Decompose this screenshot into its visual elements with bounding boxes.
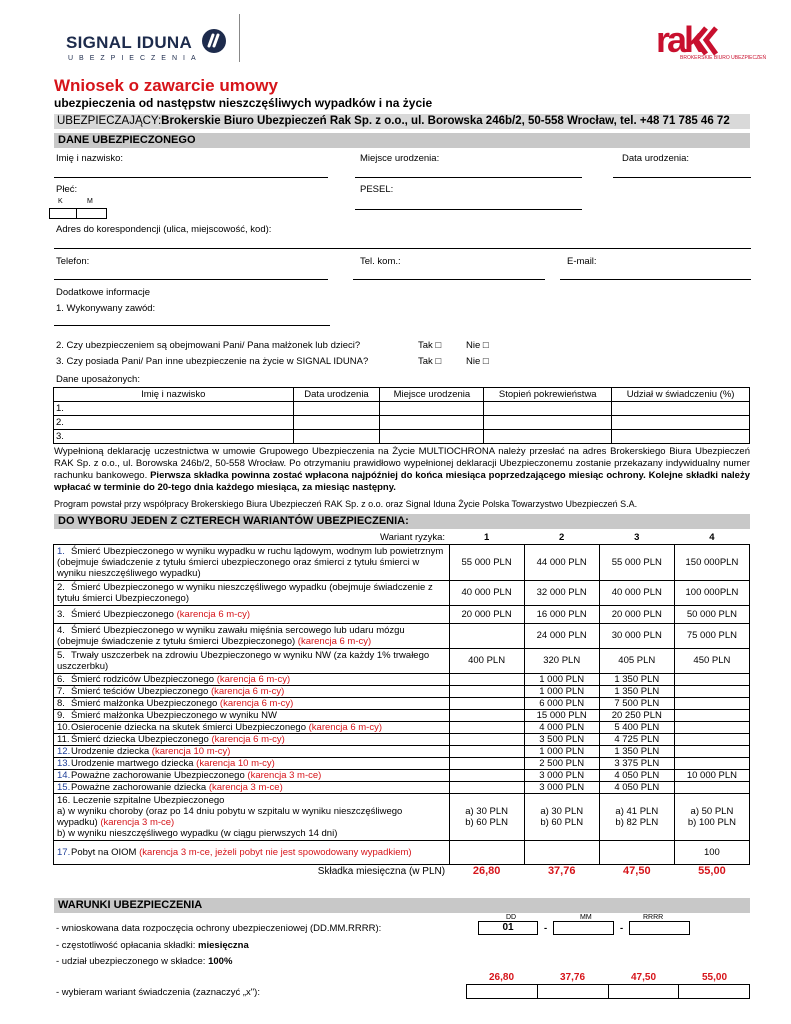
pesel-input[interactable]	[355, 209, 582, 210]
benefit-value: 100 000PLN	[674, 580, 749, 605]
benefit-row	[54, 605, 750, 623]
program-note: Program powstał przy współpracy Brokerskiego Biura Ubezpieczeń RAK Sp. z o.o. oraz Signal Iduna Życie Polska Towarzystwo Ubezpieczeń S.A.	[54, 499, 638, 509]
benefit-value: 40 000 PLN	[449, 580, 524, 605]
choose-premium-labels	[466, 972, 750, 983]
date-dash-2: -	[620, 923, 624, 934]
benefit-waiting-period: (karencja 6 m-cy)	[308, 721, 382, 733]
col-share: Udział w świadczeniu (%)	[612, 388, 750, 402]
birthdate-input[interactable]	[613, 177, 751, 178]
benefit-row	[54, 733, 750, 745]
phone-label: Telefon:	[56, 256, 90, 267]
benefit-number: 7.	[57, 685, 65, 697]
benefit-description	[54, 580, 450, 605]
col-birthplace: Miejsce urodzenia	[380, 388, 484, 402]
benefit-description	[54, 721, 450, 733]
benefit-value	[674, 745, 749, 757]
benefit-value: 150 000PLN	[674, 544, 749, 580]
benefit-text: Śmierć Ubezpieczonego	[71, 608, 174, 620]
mobile-label: Tel. kom.:	[360, 256, 401, 267]
phone-input[interactable]	[54, 279, 328, 280]
benefit-description	[54, 685, 450, 697]
benefit-number: 14.	[57, 769, 71, 781]
benefit-value	[674, 757, 749, 769]
benefit-value: 30 000 PLN	[599, 623, 674, 648]
benefit-description	[54, 544, 450, 580]
benefit-value	[449, 697, 524, 709]
benefit-value	[674, 685, 749, 697]
benefit-value: 4 000 PLN	[524, 721, 599, 733]
benefit-value: 40 000 PLN	[599, 580, 674, 605]
benefit-description	[54, 781, 450, 793]
benefit-value: 6 000 PLN	[524, 697, 599, 709]
benefit-value: 1 000 PLN	[524, 673, 599, 685]
benefit-waiting-period: (karencja 10 m-cy)	[151, 745, 231, 757]
benefit-waiting-period: (karencja 3 m-ce)	[100, 816, 175, 828]
sex-m-label: M	[87, 198, 93, 205]
benefit-value	[449, 623, 524, 648]
signal-iduna-logo-text: SIGNAL IDUNA	[66, 33, 193, 52]
email-label: E-mail:	[567, 256, 597, 267]
premium-value: 37,76	[547, 865, 576, 878]
benefits-table	[53, 532, 750, 879]
benefit-description	[54, 697, 450, 709]
row-number: 1.	[54, 402, 294, 416]
benefit-waiting-period: (karencja 6 m-cy)	[211, 733, 285, 745]
variant-1-checkbox[interactable]	[466, 984, 538, 999]
birthdate-label: Data urodzenia:	[622, 153, 690, 164]
benefit-text: b) w wyniku nieszczęśliwego wypadku (w ciągu pierwszych 14 dni)	[57, 827, 338, 839]
variant-choice-boxes	[466, 984, 750, 999]
table-row[interactable]	[54, 430, 750, 444]
benefit-value-b: b) 82 PLN	[615, 816, 659, 828]
insurer-label: UBEZPIECZAJĄCY:	[57, 115, 162, 127]
address-input[interactable]	[54, 248, 751, 249]
table-row[interactable]	[54, 402, 750, 416]
variants-section-title: DO WYBORU JEDEN Z CZTERECH WARIANTÓW UBEZPIECZENIA:	[54, 514, 750, 529]
insured-section-title: DANE UBEZPIECZONEGO	[54, 133, 750, 148]
col-birthdate: Data urodzenia	[293, 388, 380, 402]
benefit-value	[674, 721, 749, 733]
benefit-number: 2.	[57, 581, 65, 593]
q2-yes-checkbox[interactable]: Tak □	[418, 340, 442, 351]
benefit-value	[674, 709, 749, 721]
benefit-value: 1 350 PLN	[599, 745, 674, 757]
question-3: 3. Czy posiada Pani/ Pan inne ubezpieczenie na życie w SIGNAL IDUNA?	[56, 356, 369, 367]
birthplace-label: Miejsce urodzenia:	[360, 153, 440, 164]
benefit-value	[449, 721, 524, 733]
benefit-description	[54, 769, 450, 781]
benefit-value: 1 350 PLN	[599, 685, 674, 697]
benefit-value	[674, 697, 749, 709]
benefit-text: Śmierć Ubezpieczonego w wyniku wypadku w ruchu lądowym, wodnym lub powietrznym (obejmuje świadczenie z tytułu śmierci ubezpieczonego oraz śmierci z tytułu śmierci w wyniku nieszczęśliwego wypadku)	[57, 545, 444, 579]
benefit-text: Trwały uszczerbek na zdrowiu Ubezpieczonego w wyniku NW (za każdy 1% trwałego uszczerbku)	[57, 649, 430, 672]
choose-premium-3: 47,50	[630, 972, 657, 983]
insurer-bar	[54, 114, 750, 129]
variant-col-1: 1	[483, 532, 490, 544]
benefit-text: a) w wyniku choroby (oraz po 14 dniu pobytu w szpitalu w wyniku nieszczęśliwego wypadku)	[57, 805, 403, 828]
name-label: Imię i nazwisko:	[56, 153, 124, 164]
benefit-value: 20 250 PLN	[599, 709, 674, 721]
extra-info-label: Dodatkowe informacje	[56, 287, 150, 298]
start-day-input[interactable]: 01	[478, 921, 538, 935]
benefit-value	[449, 745, 524, 757]
benefit-waiting-period: (karencja 6 m-cy)	[219, 697, 294, 709]
table-row[interactable]	[54, 416, 750, 430]
benefit-value	[674, 733, 749, 745]
benefit-value: 405 PLN	[599, 648, 674, 673]
variant-2-checkbox[interactable]	[538, 984, 609, 999]
benefit-row	[54, 697, 750, 709]
benefit-number: 5.	[57, 649, 65, 661]
mobile-input[interactable]	[353, 279, 545, 280]
premium-value: 26,80	[472, 865, 501, 878]
benefit-row	[54, 709, 750, 721]
benefit-value-a: a) 50 PLN	[690, 805, 734, 817]
variant-col-2: 2	[559, 532, 565, 544]
start-date-label: - wnioskowana data rozpoczęcia ochrony ubezpieczeniowej (DD.MM.RRRR):	[56, 923, 382, 934]
benefit-waiting-period: (karencja 3 m-ce, jeżeli pobyt nie jest spowodowany wypadkiem)	[139, 846, 412, 858]
benefit-description	[54, 733, 450, 745]
choose-premium-2: 37,76	[559, 972, 586, 983]
q3-no-checkbox[interactable]: Nie □	[466, 356, 489, 367]
name-input[interactable]	[54, 177, 328, 178]
benefit-value: 3 500 PLN	[524, 733, 599, 745]
benefit-number: 8.	[57, 697, 65, 709]
benefit-value	[449, 733, 524, 745]
birthplace-input[interactable]	[355, 177, 582, 178]
variant-header-row	[54, 532, 750, 544]
rrrr-label: RRRR	[643, 914, 664, 921]
variant-col-4: 4	[709, 532, 715, 544]
benefit-value-a: a) 30 PLN	[540, 805, 584, 817]
benefit-value: 10 000 PLN	[674, 769, 749, 781]
benefit-value	[674, 781, 749, 793]
benefit-text: Urodzenie martwego dziecka	[71, 757, 194, 769]
start-year-input[interactable]	[629, 921, 690, 935]
benefit-description	[54, 757, 450, 769]
date-dash-1: -	[544, 923, 548, 934]
benefit-value	[449, 769, 524, 781]
benefit-value: 3 000 PLN	[524, 769, 599, 781]
benefit-row	[54, 781, 750, 793]
benefit-text: Śmierć małżonka Ubezpieczonego	[71, 697, 218, 709]
benefit-value: 3 000 PLN	[524, 781, 599, 793]
benefit-value: 32 000 PLN	[524, 580, 599, 605]
benefit-value	[449, 840, 524, 864]
benefit-value-b: b) 60 PLN	[465, 816, 508, 828]
benefit-number: 1.	[57, 545, 65, 557]
benefit-value: 20 000 PLN	[449, 605, 524, 623]
benefit-waiting-period: (karencja 6 m-cy)	[297, 635, 372, 647]
benefit-text: Śmierć małżonka Ubezpieczonego w wyniku NW	[71, 709, 277, 721]
benefit-value-a: a) 30 PLN	[465, 805, 508, 817]
benefit-text: Śmierć rodziców Ubezpieczonego	[71, 673, 215, 685]
benefit-value	[524, 793, 599, 840]
declaration-text-1: Wypełnioną deklarację uczestnictwa w umowie Grupowego Ubezpieczenia na Życie MULTIOCHRONA należy przesłać na adres Brokerskiego Biura Ubezpieczeń RAK Sp. z o.o., ul. Borowska 246b/2, 50-558 Wrocław. Po otrzymaniu prawidłowo wypełnionej deklaracji Ubezpieczonemu zostanie przekazany indywidualny numer rachunku bankowego.	[54, 446, 750, 481]
benefit-number: 4.	[57, 624, 65, 636]
benefit-text: Śmierć Ubezpieczonego w wyniku zawału mięśnia sercowego lub udaru mózgu (obejmuje świadczenie z tytułu śmierci Ubezpieczonego)	[57, 624, 405, 647]
benefit-description	[54, 673, 450, 685]
benefit-value: 16 000 PLN	[524, 605, 599, 623]
benefit-number: 9.	[57, 709, 65, 721]
insurer-value: Brokerskie Biuro Ubezpieczeń Rak Sp. z o.o., ul. Borowska 246b/2, 50-558 Wrocław, tel. +48 71 785 46 72	[161, 115, 730, 127]
benefit-value: 5 400 PLN	[599, 721, 674, 733]
benefit-value	[674, 673, 749, 685]
benefit-value: 2 500 PLN	[524, 757, 599, 769]
benefit-value: 15 000 PLN	[524, 709, 599, 721]
benefit-value-a: a) 41 PLN	[615, 805, 659, 817]
form-title: Wniosek o zawarcie umowy	[54, 76, 278, 95]
sex-k-checkbox[interactable]	[49, 208, 77, 219]
sex-m-checkbox[interactable]	[76, 208, 107, 219]
benefit-waiting-period: (karencja 6 m-cy)	[176, 608, 250, 620]
rak-logo-text: rak	[656, 19, 702, 60]
benefit-value: 1 000 PLN	[524, 745, 599, 757]
benefit-value: 4 725 PLN	[599, 733, 674, 745]
benefit-value	[449, 673, 524, 685]
benefit-description	[54, 648, 450, 673]
declaration-text-bold: Pierwsza składka powinna zostać wpłacona najpóźniej do końca miesiąca poprzedzającego miesiąc ochrony. Kolejne składki należy wpłacać w terminie do 20-tego dnia każdego miesiąca, za miesiąc następny.	[54, 470, 750, 493]
risk-variant-label: Wariant ryzyka:	[379, 532, 446, 544]
sex-k-label: K	[58, 198, 63, 205]
benefit-value: 4 050 PLN	[599, 769, 674, 781]
benefit-number: 10.	[57, 721, 71, 733]
benefit-row	[54, 648, 750, 673]
benefit-value	[524, 840, 599, 864]
benefit-row	[54, 769, 750, 781]
beneficiaries-header	[54, 388, 750, 402]
benefit-row	[54, 721, 750, 733]
benefit-text: Osierocenie dziecka na skutek śmierci Ubezpieczonego	[71, 721, 306, 733]
benefit-value	[449, 685, 524, 697]
benefit-number: 15.	[57, 781, 71, 793]
benefit-row	[54, 793, 750, 840]
form-subtitle: ubezpieczenia od następstw nieszczęśliwych wypadków i na życie	[54, 96, 433, 110]
conditions-section-title: WARUNKI UBEZPIECZENIA	[54, 898, 750, 913]
row-number: 2.	[54, 416, 294, 430]
benefit-value-b: b) 100 PLN	[687, 816, 736, 828]
benefit-row	[54, 757, 750, 769]
benefit-text: Urodzenie dziecka	[71, 745, 150, 757]
mm-label: MM	[580, 914, 592, 921]
benefit-text: Pobyt na OIOM	[71, 846, 137, 858]
signal-iduna-mark-icon	[201, 28, 227, 54]
benefit-value	[599, 793, 674, 840]
benefit-value	[674, 793, 749, 840]
benefit-description	[54, 709, 450, 721]
benefit-value: 320 PLN	[524, 648, 599, 673]
benefit-text: 16. Leczenie szpitalne Ubezpieczonego	[57, 794, 225, 806]
benefit-waiting-period: (karencja 6 m-cy)	[216, 673, 291, 685]
benefit-description	[54, 793, 450, 840]
benefit-value: 3 375 PLN	[599, 757, 674, 769]
benefit-waiting-period: (karencja 3 m-ce)	[247, 769, 322, 781]
benefit-text: Śmierć Ubezpieczonego w wyniku nieszczęśliwego wypadku (obejmuje świadczenie z tytułu śmierci Ubezpieczonego)	[57, 581, 433, 604]
rak-logo-sub: BROKERSKIE BIURO UBEZPIECZEŃ	[680, 55, 767, 61]
benefit-number: 12.	[57, 745, 71, 757]
benefit-description	[54, 623, 450, 648]
benefit-value-b: b) 60 PLN	[540, 816, 584, 828]
premium-row	[54, 864, 750, 879]
benefit-value: 7 500 PLN	[599, 697, 674, 709]
premium-label: Składka miesięczna (w PLN)	[317, 866, 446, 878]
variant-col-3: 3	[634, 532, 640, 544]
address-label: Adres do korespondencji (ulica, miejscowość, kod):	[56, 224, 272, 235]
benefit-waiting-period: (karencja 6 m-cy)	[210, 685, 285, 697]
benefit-value: 75 000 PLN	[674, 623, 749, 648]
benefit-value: 55 000 PLN	[599, 544, 674, 580]
benefit-value: 450 PLN	[674, 648, 749, 673]
row-number: 3.	[54, 430, 294, 444]
signal-iduna-logo-sub: UBEZPIECZENIA	[68, 55, 202, 62]
benefit-row	[54, 673, 750, 685]
benefit-value: 1 000 PLN	[524, 685, 599, 697]
variant-4-checkbox[interactable]	[679, 984, 750, 999]
start-month-input[interactable]	[553, 921, 614, 935]
q2-no-checkbox[interactable]: Nie □	[466, 340, 489, 351]
choose-premium-1: 26,80	[488, 972, 515, 983]
sex-label: Płeć:	[56, 184, 78, 195]
benefit-value: 20 000 PLN	[599, 605, 674, 623]
benefit-text: Poważne zachorowanie Ubezpieczonego	[71, 769, 245, 781]
benefit-value	[449, 781, 524, 793]
question-2: 2. Czy ubezpieczeniem są obejmowani Pani/ Pana małżonek lub dzieci?	[56, 340, 361, 351]
premium-value: 55,00	[698, 865, 726, 878]
beneficiaries-label: Dane uposażonych:	[56, 374, 140, 385]
benefit-number: 17.	[57, 846, 71, 858]
benefit-value	[449, 709, 524, 721]
choose-variant-label: - wybieram wariant świadczenia (zaznaczyć „x"):	[56, 987, 260, 998]
col-relation: Stopień pokrewieństwa	[484, 388, 612, 402]
benefit-value: 44 000 PLN	[524, 544, 599, 580]
dd-label: DD	[506, 914, 517, 921]
benefit-value: 4 050 PLN	[599, 781, 674, 793]
benefit-row	[54, 840, 750, 864]
benefit-number: 3.	[57, 608, 65, 620]
benefit-row	[54, 685, 750, 697]
declaration-text	[54, 446, 750, 494]
benefit-text: Poważne zachorowanie dziecka	[71, 781, 207, 793]
benefit-waiting-period: (karencja 3 m-ce)	[208, 781, 283, 793]
benefit-row	[54, 544, 750, 580]
benefit-value: 100	[674, 840, 749, 864]
occupation-input[interactable]	[54, 325, 330, 326]
choose-premium-4: 55,00	[701, 972, 728, 983]
benefit-text: Śmierć teściów Ubezpieczonego	[71, 685, 209, 697]
premium-value: 47,50	[623, 865, 651, 878]
header-divider	[239, 14, 240, 62]
benefit-value	[449, 757, 524, 769]
benefit-row	[54, 580, 750, 605]
email-input[interactable]	[560, 279, 751, 280]
benefit-number: 11.	[57, 733, 70, 745]
benefit-description	[54, 605, 450, 623]
benefit-waiting-period: (karencja 10 m-cy)	[196, 757, 275, 769]
benefit-row	[54, 623, 750, 648]
benefit-description	[54, 840, 450, 864]
benefit-description	[54, 745, 450, 757]
benefit-row	[54, 745, 750, 757]
benefit-value	[449, 793, 524, 840]
benefit-value: 400 PLN	[449, 648, 524, 673]
variant-3-checkbox[interactable]	[609, 984, 680, 999]
beneficiaries-table	[53, 387, 750, 444]
rak-logo	[656, 18, 720, 60]
benefit-text: Śmierć dziecka Ubezpieczonego	[71, 733, 209, 745]
benefit-value: 50 000 PLN	[674, 605, 749, 623]
benefit-value: 1 350 PLN	[599, 673, 674, 685]
payment-frequency: - częstotliwość opłacania składki: miesięczna	[56, 940, 249, 951]
pesel-label: PESEL:	[360, 184, 394, 195]
q3-yes-checkbox[interactable]: Tak □	[418, 356, 442, 367]
benefit-value: 24 000 PLN	[524, 623, 599, 648]
benefit-number: 13.	[57, 757, 71, 769]
benefit-number: 6.	[57, 673, 65, 685]
benefit-value: 55 000 PLN	[449, 544, 524, 580]
premium-share: - udział ubezpieczonego w składce: 100%	[56, 956, 233, 967]
occupation-label: 1. Wykonywany zawód:	[56, 303, 156, 314]
col-name: Imię i nazwisko	[54, 388, 294, 402]
benefit-value	[599, 840, 674, 864]
